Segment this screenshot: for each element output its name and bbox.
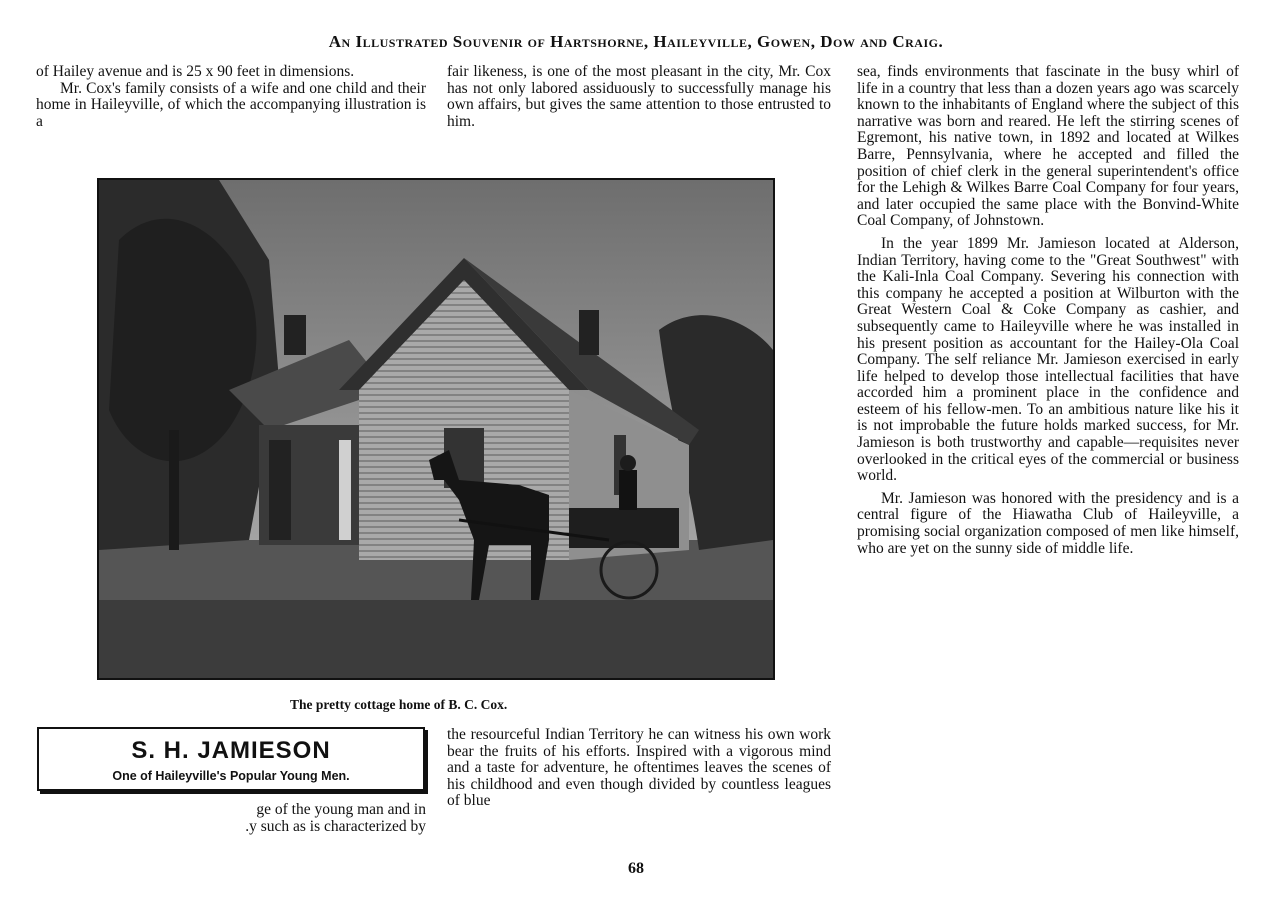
column-1-top bbox=[36, 64, 426, 130]
cottage-photo bbox=[97, 178, 775, 680]
column-2-top bbox=[447, 64, 831, 130]
running-header: An Illustrated Souvenir of Hartshorne, Haileyville, Gowen, Dow and Craig. bbox=[328, 32, 944, 51]
paragraph: In the year 1899 Mr. Jamieson located at Alderson, Indian Territory, having come to the "Great Southwest" with the Kali-Inla Coal Company. Severing his connection with this company he accepted a position at Wilburton with the Great Western Coal & Coke Company as cashier, and subsequently came to Haileyville where he was installed in his present position as accountant for the Hailey-Ola Coal Company. The self reliance Mr. Jamieson exercised in early life helped to develop those intellectual facilities that have accorded him a prominent place in the confidence and esteem of his fellow-men. To an ambitious nature like his it is not improbable the future holds marked success, for Mr. Jamieson is both trustworthy and capable—requisites never overlooked in the critical eyes of the commercial or business world. bbox=[857, 234, 1239, 485]
text-line: ge of the young man and in bbox=[256, 801, 426, 818]
paragraph: Mr. Cox's family consists of a wife and one child and their home in Haileyville, of which the accompanying illustration is a bbox=[36, 79, 426, 130]
name-subtitle: One of Haileyville's Popular Young Men. bbox=[112, 769, 350, 783]
paragraph: of Hailey avenue and is 25 x 90 feet in dimensions. bbox=[36, 63, 355, 80]
paragraph: Mr. Jamieson was honored with the presidency and is a central figure of the Hiawatha Club of Haileyville, a promising social organization composed of men like himself, who are yet on the sunny side of middle life. bbox=[857, 489, 1239, 557]
column-1-bottom bbox=[112, 802, 426, 835]
photo-caption: The pretty cottage home of B. C. Cox. bbox=[290, 697, 508, 712]
column-2-bottom bbox=[447, 727, 831, 810]
cottage-illustration bbox=[99, 180, 773, 678]
paragraph: the resourceful Indian Territory he can witness his own work bear the fruits of his efforts. Inspired with a vigorous mind and a taste for adventure, he oftentimes leaves the scenes of his childhood and even though divided by countless leagues of blue bbox=[447, 726, 831, 810]
paragraph: fair likeness, is one of the most pleasant in the city, Mr. Cox has not only labored assiduously to successfully manage his own affairs, but gives the same attention to those entrusted to him. bbox=[447, 63, 831, 130]
column-3 bbox=[857, 64, 1239, 557]
page-number: 68 bbox=[628, 860, 644, 877]
text-line: .y such as is characterized by bbox=[245, 817, 426, 835]
name-heading: S. H. JAMIESON bbox=[131, 737, 331, 764]
jamieson-title-box bbox=[37, 727, 425, 791]
paragraph: sea, finds environments that fascinate in the busy whirl of life in a country that less than a dozen years ago was scarcely known to the inhabitants of England where the subject of this narrative was born and reared. He left the stirring scenes of Egremont, his native town, in 1892 and located at Wilkes Barre, Pennsylvania, where he accepted and filled the position of chief clerk in the general superintendent's office for the Lehigh & Wilkes Barre Coal Company for four years, and later occupied the same place with the Bonvind-White Coal Company, of Johnstown. bbox=[857, 63, 1239, 230]
